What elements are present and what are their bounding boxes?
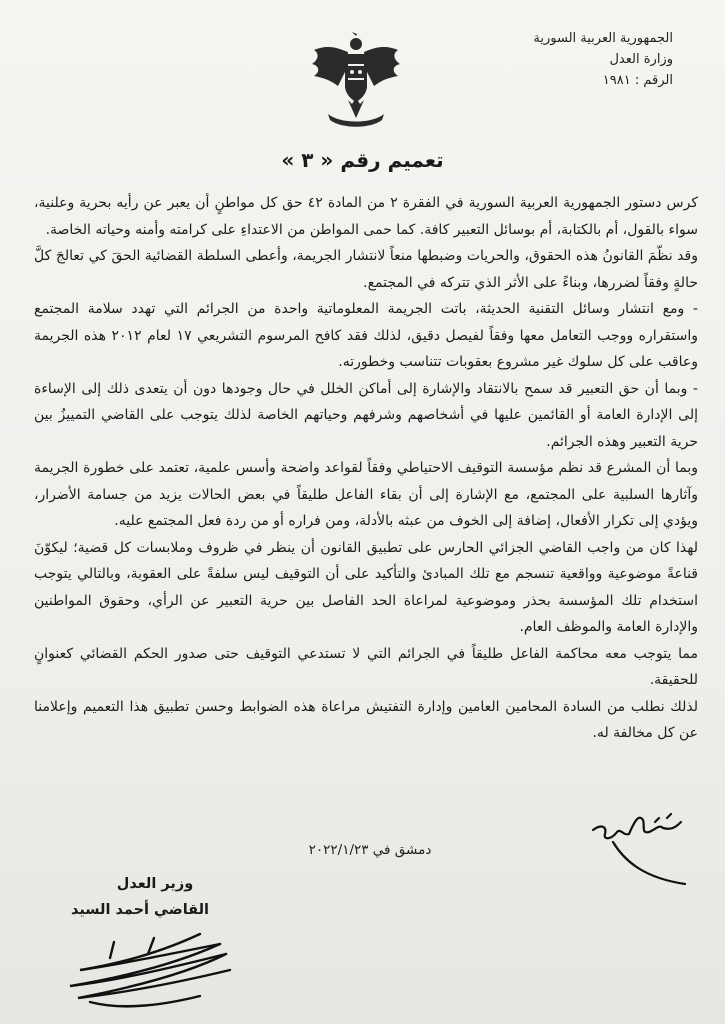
handwritten-signature-icon bbox=[585, 800, 725, 890]
paragraph: مما يتوجب معه محاكمة الفاعل طليقاً في الجرائم التي لا تستدعي التوقيف حتى صدور الحكم القضائي كعنوانٍ للحقيقة. bbox=[34, 645, 698, 688]
paragraph: وقد نظّمَ القانونُ هذه الحقوق، والحريات وضبطها منعاً لانتشار الجريمة، وأعطى السلطة القضائية الحقَ كي تعالجَ كلَّ حالةٍ وفقاً لضررها، وبناءً على الأثر الذي تتركه في المجتمع. bbox=[34, 248, 698, 291]
handwritten-signature-icon bbox=[50, 918, 250, 1018]
circular-title: تعميم رقم « ٣ » bbox=[281, 148, 444, 172]
signatory-name: القاضي أحمد السيد bbox=[70, 902, 210, 918]
paragraph: لهذا كان من واجب القاضي الجزائي الحارس على تطبيق القانون أن ينظر في ظروف وملابسات كل قضية؛ ليكوّنَ قناعةً موضوعية وواقعية تنسجم مع تلك المبادئ والتأكيد على أن التوقيف ليس سلفةً على العقوبة، وبالتالي يتوجب استخدام تلك المؤسسة بحذر وموضوعية لمراعاة الحد الفاصل بين حرية التعبير عن الرأي، وحقوق المواطنين والإدارة العامة والموظف العام. bbox=[34, 539, 698, 635]
paragraph: وبما أن المشرع قد نظم مؤسسة التوقيف الاحتياطي وفقاً لقواعد واضحة وأسس علمية، تعتمد على خطورة الجريمة وآثارها السلبية على المجتمع، مع الإشارة إلى أن بقاء الفاعل طليقاً في بعض الحالات يزيد من جسامة الأضرار، ويؤدي إلى تكرار الأفعال، إضافة إلى الخوف من عبثه بالأدلة، ومن فراره أو من ردة فعل المجتمع عليه. bbox=[34, 460, 698, 529]
paragraph: - وبما أن حق التعبير قد سمح بالانتقاد والإشارة إلى أماكن الخلل في حال وجودها دون أن يتعدى ذلك إلى الإساءة إلى الإدارة العامة أو القائمين عليها في أشخاصهم وشرفهم وحياتهم الخاصة لذلك يتوجب على القاضي التمييزُ بين حرية التعبير وهذه الجرائم. bbox=[34, 380, 698, 450]
paragraph: لذلك نطلب من السادة المحامين العامين وإدارة التفتيش مراعاة هذه الضوابط وحسن تطبيق هذا التعميم وإعلامنا عن كل مخالفة له. bbox=[34, 698, 698, 741]
issue-date: دمشق في ٢٠٢٢/١/٢٣ bbox=[308, 842, 432, 858]
paragraph: - ومع انتشار وسائل التقنية الحديثة، باتت الجريمة المعلوماتية واحدة من الجرائم التي تهدد سلامة المجتمع واستقراره ووجب التعامل معها وفقاً لفيصل دقيق، لذلك فقد كافح المرسوم التشريعي ١٧ لعام ٢٠١٢ هذه الجريمة وعاقب على كل سلوك غير مشروع بعقوبات تتناسب وخطورته. bbox=[34, 301, 698, 370]
ministry-name: وزارة العدل bbox=[609, 52, 673, 67]
letterhead bbox=[473, 28, 673, 91]
circular-body bbox=[34, 190, 698, 747]
reference-number: الرقم : ١٩٨١ bbox=[602, 73, 673, 88]
country-name: الجمهورية العربية السورية bbox=[533, 31, 673, 46]
paragraph: كرس دستور الجمهورية العربية السورية في الفقرة ٢ من المادة ٤٢ حق كل مواطنٍ أن يعبر عن رأيه بحرية وعلنية، سواء بالقول، أم بالكتابة، أم بوسائل التعبير كافة. كما حمى المواطن من الاعتداءِ على كرامته وأمنه وحياته الخاصة. bbox=[34, 195, 698, 238]
signatory-title: وزير العدل bbox=[116, 876, 194, 892]
syrian-eagle-emblem-icon bbox=[308, 30, 404, 130]
